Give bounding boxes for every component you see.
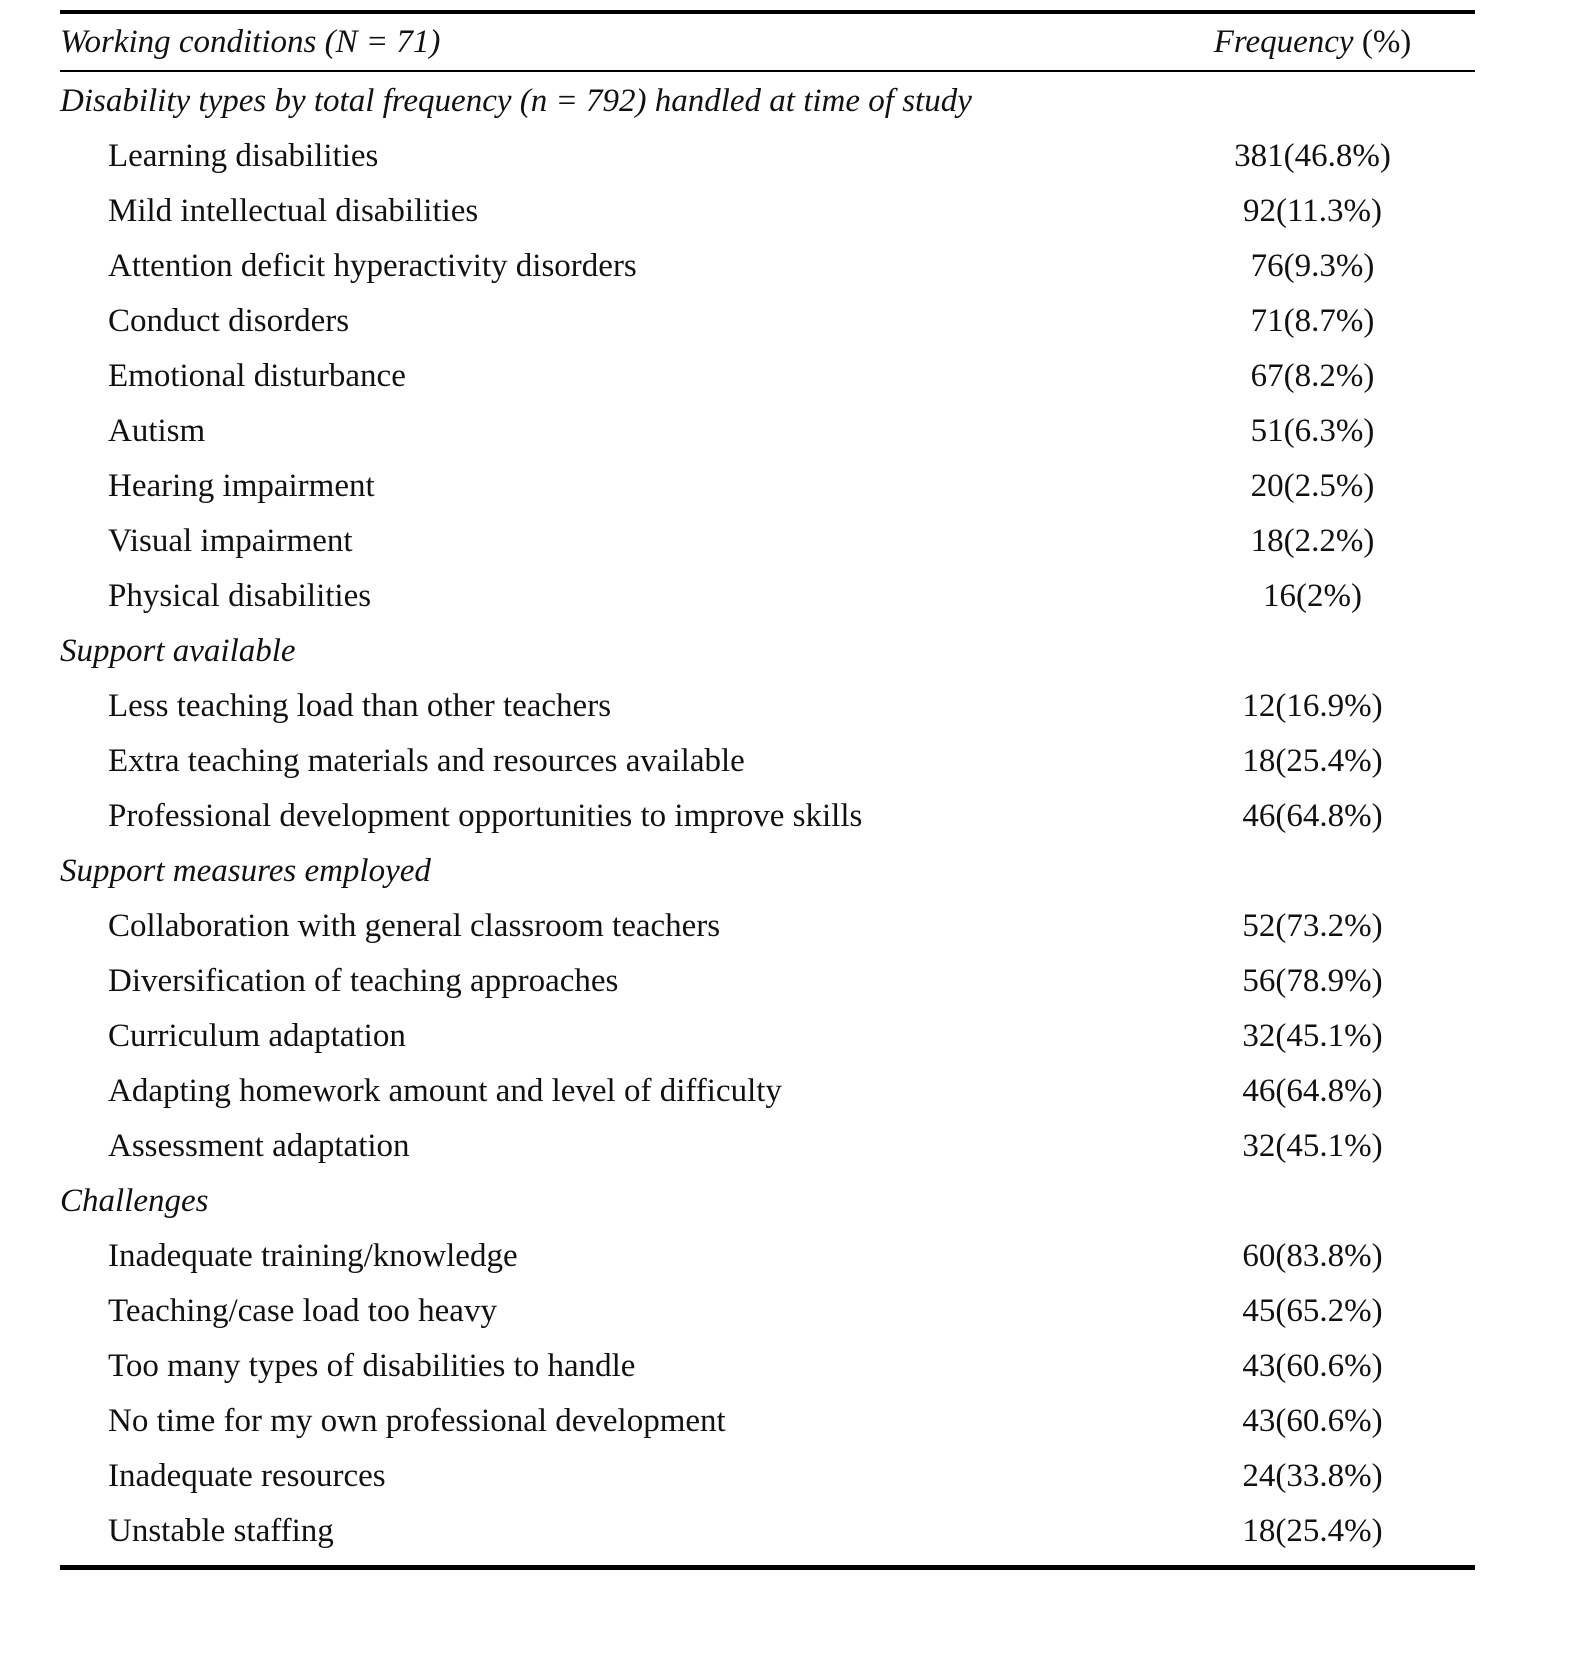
row-frequency: 76(9.3%) bbox=[1250, 248, 1375, 284]
row-frequency: 20(2.5%) bbox=[1250, 468, 1375, 504]
table-row bbox=[60, 514, 1475, 569]
row-label: Unstable staffing bbox=[108, 1513, 334, 1549]
row-label: Hearing impairment bbox=[108, 468, 375, 504]
table-row bbox=[60, 459, 1475, 514]
row-frequency: 46(64.8%) bbox=[1242, 1073, 1383, 1109]
table-row bbox=[60, 789, 1475, 844]
row-label: Extra teaching materials and resources available bbox=[108, 743, 745, 779]
row-frequency: 18(2.2%) bbox=[1250, 523, 1375, 559]
table-row bbox=[60, 129, 1475, 184]
row-frequency: 32(45.1%) bbox=[1242, 1128, 1383, 1164]
row-label: Assessment adaptation bbox=[108, 1128, 410, 1164]
row-label: Inadequate training/knowledge bbox=[108, 1238, 518, 1274]
section-heading: Disability types by total frequency (n = 792) handled at time of study bbox=[60, 83, 972, 119]
row-frequency: 381(46.8%) bbox=[1234, 138, 1391, 174]
row-frequency: 12(16.9%) bbox=[1242, 688, 1383, 724]
table-bottom-rule bbox=[60, 1565, 1475, 1570]
row-label: Teaching/case load too heavy bbox=[108, 1293, 497, 1329]
table-row bbox=[60, 184, 1475, 239]
row-label: Emotional disturbance bbox=[108, 358, 406, 394]
header-frequency-unit: (%) bbox=[1353, 23, 1412, 60]
table-row bbox=[60, 1504, 1475, 1559]
table-row bbox=[60, 569, 1475, 624]
section-heading: Support measures employed bbox=[60, 853, 431, 889]
table-row bbox=[60, 734, 1475, 789]
working-conditions-table bbox=[60, 10, 1475, 1570]
table-row bbox=[60, 679, 1475, 734]
row-frequency: 56(78.9%) bbox=[1242, 963, 1383, 999]
row-frequency: 18(25.4%) bbox=[1242, 1513, 1383, 1549]
row-frequency: 51(6.3%) bbox=[1250, 413, 1375, 449]
row-label: No time for my own professional development bbox=[108, 1403, 726, 1439]
row-frequency: 45(65.2%) bbox=[1242, 1293, 1383, 1329]
row-label: Conduct disorders bbox=[108, 303, 350, 339]
row-frequency: 71(8.7%) bbox=[1250, 303, 1375, 339]
table-row bbox=[60, 1284, 1475, 1339]
table-row bbox=[60, 899, 1475, 954]
row-label: Adapting homework amount and level of difficulty bbox=[108, 1073, 782, 1109]
row-label: Diversification of teaching approaches bbox=[108, 963, 619, 999]
table-row bbox=[60, 1009, 1475, 1064]
table-row bbox=[60, 1394, 1475, 1449]
row-label: Less teaching load than other teachers bbox=[108, 688, 612, 724]
table-section bbox=[60, 624, 1475, 844]
table-row bbox=[60, 239, 1475, 294]
row-frequency: 43(60.6%) bbox=[1242, 1348, 1383, 1384]
table-section bbox=[60, 74, 1475, 624]
header-working-conditions: Working conditions (N = 71) bbox=[60, 23, 441, 60]
row-frequency: 16(2%) bbox=[1263, 578, 1362, 614]
row-frequency: 46(64.8%) bbox=[1242, 798, 1383, 834]
table-header-row bbox=[60, 14, 1475, 70]
section-heading: Support available bbox=[60, 633, 296, 669]
row-label: Physical disabilities bbox=[108, 578, 372, 614]
table-row bbox=[60, 349, 1475, 404]
table-section bbox=[60, 1174, 1475, 1559]
row-label: Mild intellectual disabilities bbox=[108, 193, 479, 229]
row-label: Visual impairment bbox=[108, 523, 353, 559]
table-row bbox=[60, 1229, 1475, 1284]
row-frequency: 24(33.8%) bbox=[1242, 1458, 1383, 1494]
table-row bbox=[60, 1339, 1475, 1394]
row-label: Collaboration with general classroom teachers bbox=[108, 908, 721, 944]
table-row bbox=[60, 1119, 1475, 1174]
header-frequency-label: Frequency bbox=[1213, 23, 1354, 60]
row-frequency: 18(25.4%) bbox=[1242, 743, 1383, 779]
row-label: Professional development opportunities to improve skills bbox=[108, 798, 863, 834]
row-frequency: 60(83.8%) bbox=[1242, 1238, 1383, 1274]
row-frequency: 43(60.6%) bbox=[1242, 1403, 1383, 1439]
table-row bbox=[60, 294, 1475, 349]
table-body bbox=[60, 74, 1475, 1559]
row-frequency: 92(11.3%) bbox=[1243, 193, 1382, 229]
row-frequency: 67(8.2%) bbox=[1250, 358, 1375, 394]
table-row bbox=[60, 1449, 1475, 1504]
table-row bbox=[60, 404, 1475, 459]
row-frequency: 32(45.1%) bbox=[1242, 1018, 1383, 1054]
row-label: Learning disabilities bbox=[108, 138, 379, 174]
row-label: Curriculum adaptation bbox=[108, 1018, 406, 1054]
row-frequency: 52(73.2%) bbox=[1242, 908, 1383, 944]
table-row bbox=[60, 1064, 1475, 1119]
table-section bbox=[60, 844, 1475, 1174]
row-label: Attention deficit hyperactivity disorders bbox=[108, 248, 637, 284]
section-heading: Challenges bbox=[60, 1183, 209, 1219]
table-header-rule bbox=[60, 70, 1475, 72]
table-row bbox=[60, 954, 1475, 1009]
row-label: Too many types of disabilities to handle bbox=[108, 1348, 636, 1384]
header-frequency bbox=[1150, 24, 1475, 61]
row-label: Autism bbox=[108, 413, 206, 449]
row-label: Inadequate resources bbox=[108, 1458, 386, 1494]
